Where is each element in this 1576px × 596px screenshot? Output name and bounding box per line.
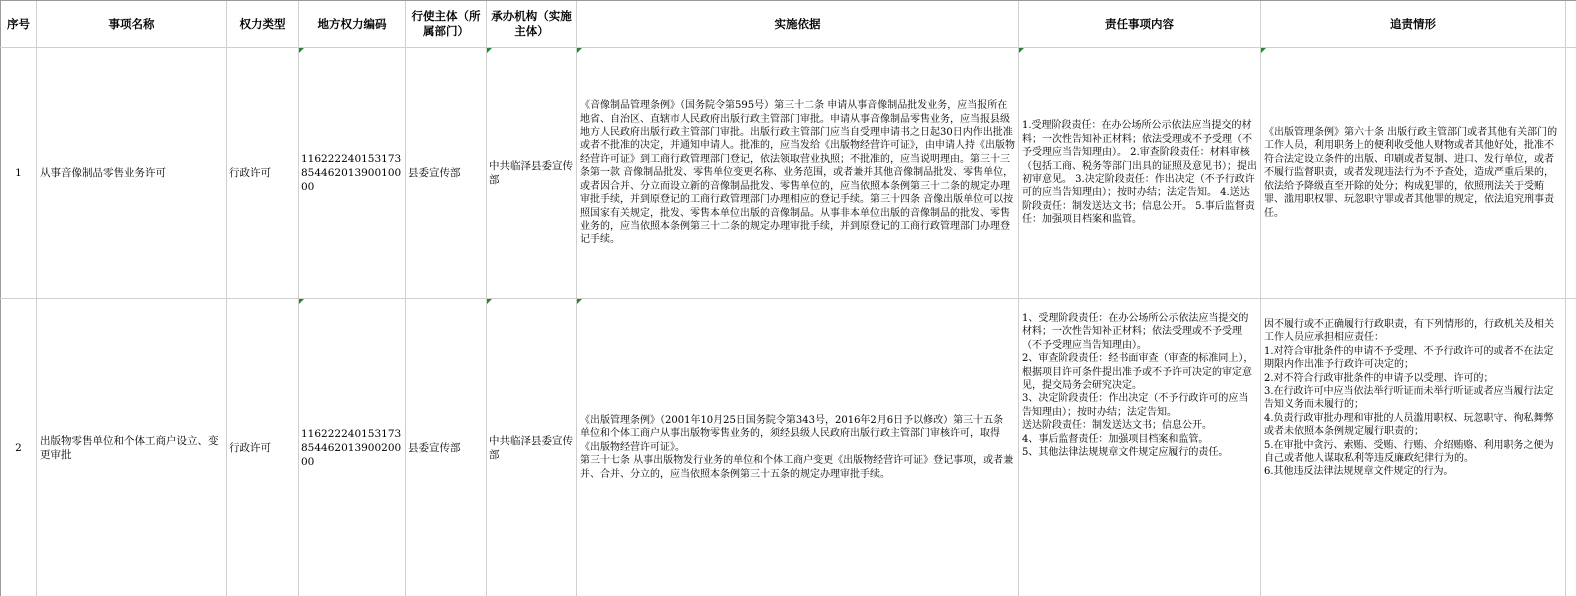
header-legal-basis: 实施依据	[774, 16, 821, 31]
row-legal-basis: 《音像制品管理条例》（国务院令第595号）第三十二条 申请从事音像制品批发业务，应当报所在地省、自治区、直辖市人民政府出版行政主管部门审批。申请从事音像制品零售业务，应当报县级地方人民政府出版行政主管部门审批。出版行政主管部门应当自受理申请书之日起30日内作出批准或者不批准的决定，并通知申请人。批准的，应当发给《出版物经营许可证》，由申请人持《出版物经营许可证》到工商行政管理部门登记，依法领取营业执照；不批准的，应当说明理由。第三十三条第一款 音像制品批发、零售单位变更名称、业务范围，或者兼并其他音像制品批发、零售单位，或者因合并、分立而设立新的音像制品批发、零售单位的，应当依照本条例第三十二条的规定办理审批手续，并到原登记的工商行政管理部门办理相应的登记手续。第三十四条 音像出版单位可以按照国家有关规定，批发、零售本单位出版的音像制品。从事非本单位出版的音像制品的批发、零售业务的，应当依照本条例第三十二条的规定办理审批手续，并到原登记的工商行政管理部门办理登记手续。	[580, 100, 1015, 246]
row-handling-agency: 中共临泽县委宣传部	[489, 160, 573, 186]
row-power-type: 行政许可	[229, 167, 271, 179]
row-executing-subject: 县委宣传部	[408, 167, 461, 179]
header-power-type: 权力类型	[239, 16, 286, 31]
row-legal-basis: 《出版管理条例》（2001年10月25日国务院令第343号，2016年2月6日予以修改）第三十五条 单位和个体工商户从事出版物零售业务的，须经县级人民政府出版行政主管部门审核许可，取得《出版物经营许可证》。 第三十七条 从事出版物发行业务的单位和个体工商户变更《出版物经营许可证》登记事项，或者兼并、合并、分立的，应当依照本条例第三十五条的规定办理审批手续。	[580, 414, 1014, 480]
row-accountability: 因不履行或不正确履行行政职责，有下列情形的，行政机关及相关工作人员应承担相应责任： 1.对符合审批条件的申请不予受理、不予行政许可的或者不在法定期限内作出准予行政许可决定的； 2.对不符合行政审批条件的申请予以受理、许可的； 3.在行政许可中应当依法举行听证而未举行听证或者应当履行法定告知义务而未履行的； 4.负责行政审批办理和审批的人员滥用职权、玩忽职守、徇私舞弊或者未依照本条例规定履行职责的； 5.在审批中贪污、索贿、受贿、行贿、介绍贿赂、利用职务之便为自己或者他人谋取私利等违反廉政纪律行为的。 6.其他违反法律法规规章文件规定的行为。	[1264, 319, 1554, 478]
header-duties: 责任事项内容	[1105, 16, 1174, 31]
header-item-name: 事项名称	[108, 16, 155, 31]
row-item-name: 从事音像制品零售业务许可	[40, 167, 166, 179]
row-duties: 1、受理阶段责任：在办公场所公示依法应当提交的材料；一次性告知补正材料；依法受理或不予受理（不予受理应当告知理由）。 2、审查阶段责任：经书面审查（审查的标准同上），根据项目许可条件提出准予或不予许可决定的审定意见，提交局务会研究决定。 3、决定阶段责任：作出决定（不予行政许可的应当告知理由）；按时办结；法定告知。 送达阶段责任：制发送达文书；信息公开。 4、事后监督责任：加强项目档案和监管。 5、其他法律法规规章文件规定应履行的责任。	[1022, 313, 1254, 459]
row-duties: 1.受理阶段责任：在办公场所公示依法应当提交的材料；一次性告知补正材料；依法受理或不予受理（不予受理应当告知理由）。 2.审查阶段责任：材料审核（包括工商、税务等部门出具的证照及意见书）；提出初审意见。 3.决定阶段责任：作出决定（不予行政许可的应当告知理由）；按时办结；法定告知。 4.送达阶段责任：制发送达文书；信息公开。 5.事后监督责任：加强项目档案和监管。	[1022, 120, 1257, 226]
header-power-code: 地方权力编码	[317, 16, 387, 31]
row-executing-subject: 县委宣传部	[408, 441, 461, 454]
row-power-code: 11622224015317385446201390010000	[301, 153, 402, 193]
row-power-code: 11622224015317385446201390020000	[301, 427, 402, 468]
row-power-type: 行政许可	[229, 441, 271, 454]
row-handling-agency: 中共临泽县委宣传部	[489, 434, 573, 461]
row-seq: 1	[15, 167, 22, 179]
row-seq: 2	[15, 441, 22, 454]
header-accountability: 追责情形	[1390, 16, 1436, 31]
row-accountability: 《出版管理条例》第六十条 出版行政主管部门或者其他有关部门的工作人员，利用职务上的便利收受他人财物或者其他好处，批准不符合法定设立条件的出版、印刷或者复制、进口、发行单位，或者不履行监督职责，或者发现违法行为不予查处，造成严重后果的，依法给予降级直至开除的处分；构成犯罪的，依照刑法关于受贿罪、滥用职权罪、玩忽职守罪或者其他罪的规定，依法追究刑事责任。	[1264, 127, 1558, 219]
header-handling-agency: 承办机构（实施主体）	[491, 9, 572, 38]
header-executing-subject: 行使主体（所属部门）	[411, 9, 481, 38]
row-item-name: 出版物零售单位和个体工商户设立、变更审批	[40, 434, 219, 461]
header-seq: 序号	[7, 16, 30, 31]
